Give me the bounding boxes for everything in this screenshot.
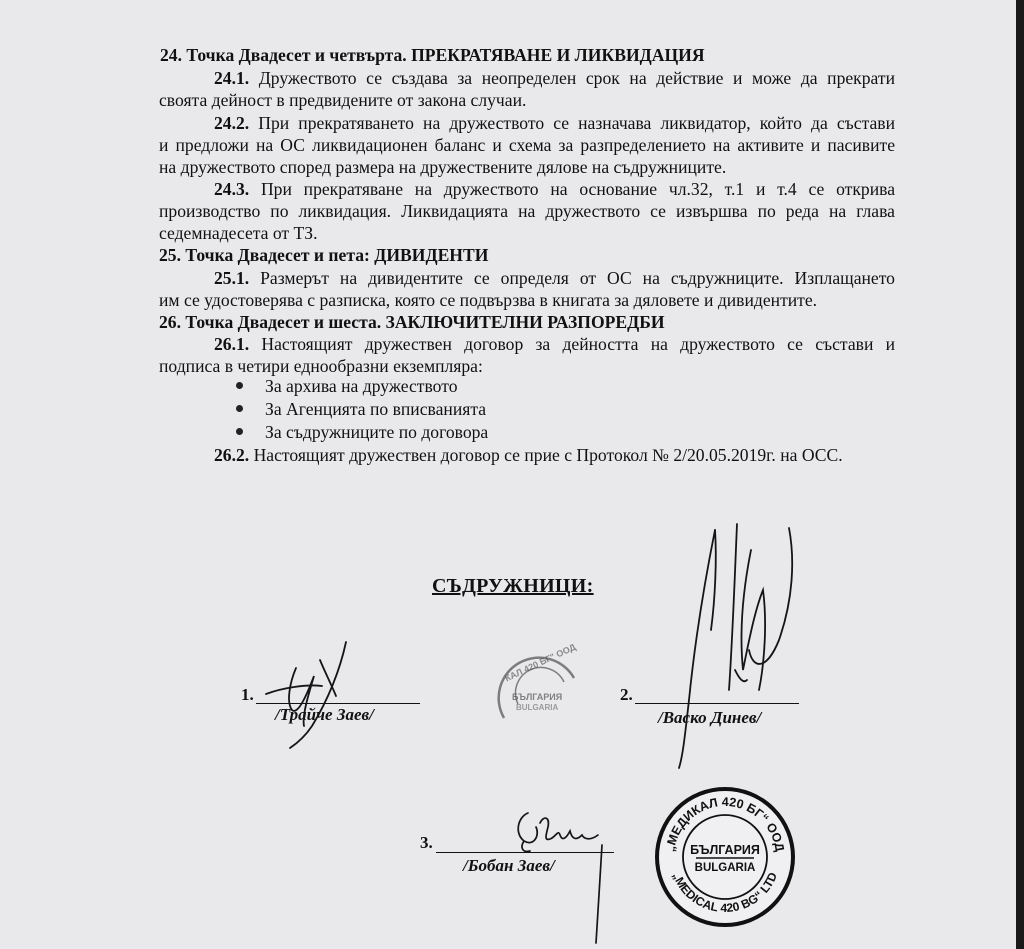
paragraph-number: 26.2. (214, 445, 250, 465)
partners-heading: СЪДРУЖНИЦИ: (432, 575, 594, 597)
paragraph-text: Настоящият дружествен договор се прие с Протокол № 2/20.05.2019г. на ОСС. (253, 445, 843, 465)
paragraph-24-1-line (214, 68, 895, 88)
paragraph-26-1-line (214, 334, 895, 354)
partner-2-name: /Васко Динев/ (658, 708, 762, 727)
paragraph-text: Дружеството се създава за неопределен срок на действие и може да прекрати (258, 68, 895, 88)
paragraph-number: 24.3. (214, 179, 250, 199)
stamp-outer-bottom: „MEDICAL 420 BG“ LTD (669, 870, 781, 916)
paragraph-24-3-line: седемнадесета от ТЗ. (159, 223, 318, 243)
stamp-outer-top: „МЕДИКАЛ 420 БГ“ ООД (663, 794, 787, 853)
partner-1-name: /Трайче Заев/ (275, 705, 374, 724)
svg-text:КАЛ 420 БГ" ООД: КАЛ 420 БГ" ООД (503, 641, 578, 684)
svg-text:БЪЛГАРИЯ: БЪЛГАРИЯ (512, 692, 563, 702)
partner-3-name: /Бобан Заев/ (463, 856, 555, 875)
paragraph-text: При прекратяване на дружеството на основание чл.32, т.1 и т.4 се открива (260, 179, 895, 199)
svg-text:BULGARIA: BULGARIA (516, 703, 559, 712)
partner-2-signature-icon (655, 520, 815, 770)
bullet-item: За съдружниците по договора (265, 422, 489, 442)
section-26-heading: 26. Точка Двадесет и шеста. ЗАКЛЮЧИТЕЛНИ РАЗПОРЕДБИ (159, 312, 665, 332)
paragraph-text: Настоящият дружествен договор за дейността на дружеството се състави и (261, 334, 895, 354)
bullet-item: За архива на дружеството (265, 376, 458, 396)
partner-1-number: 1. (241, 685, 254, 704)
paragraph-number: 24.1. (214, 68, 250, 88)
partner-3-number: 3. (420, 833, 433, 852)
stamp-inner-top: БЪЛГАРИЯ (690, 843, 760, 857)
bullet-icon (236, 428, 243, 435)
bullet-item: За Агенцията по вписванията (265, 399, 487, 419)
partner-1-signature-icon (262, 640, 362, 750)
company-stamp-icon (654, 786, 796, 928)
paragraph-24-1-line: своята дейност в предвидените от закона случаи. (159, 90, 527, 110)
section-24-heading: 24. Точка Двадесет и четвърта. ПРЕКРАТЯВАНЕ И ЛИКВИДАЦИЯ (160, 45, 705, 65)
paragraph-25-1-line (214, 268, 895, 288)
paragraph-26-1-line: подписа в четири еднообразни екземпляра: (159, 356, 483, 376)
paragraph-24-3-line (214, 179, 895, 199)
paragraph-25-1-line: им се удостоверява с разписка, която се подвързва в книгата за дяловете и дивидентите. (159, 290, 818, 310)
partner-3-signature-icon (510, 805, 620, 945)
paragraph-24-2-line (214, 113, 895, 133)
bullet-icon (236, 382, 243, 389)
paragraph-24-3-line: производство по ликвидация. Ликвидацията на дружеството се извършва по реда на глава (159, 201, 895, 221)
paragraph-24-2-line: и предложи на ОС ликвидационен баланс и схема за разпределението на активите и пасивите (159, 135, 895, 155)
paragraph-text: Размерът на дивидентите се определя от ОС на съдружниците. Изплащането (260, 268, 895, 288)
partner-2-number: 2. (620, 685, 633, 704)
stamp-inner-bottom: BULGARIA (694, 862, 756, 874)
section-25-heading: 25. Точка Двадесет и пета: ДИВИДЕНТИ (159, 245, 489, 265)
paragraph-number: 25.1. (214, 268, 250, 288)
paragraph-26-2-line (214, 445, 843, 465)
paragraph-number: 24.2. (214, 113, 250, 133)
bullet-icon (236, 405, 243, 412)
paragraph-number: 26.1. (214, 334, 250, 354)
paragraph-24-2-line: на дружеството според размера на дружествените дялове на съдружниците. (159, 157, 727, 177)
small-stamp-icon (498, 638, 580, 730)
paragraph-text: При прекратяването на дружеството се назначава ликвидатор, който да състави (258, 113, 896, 133)
